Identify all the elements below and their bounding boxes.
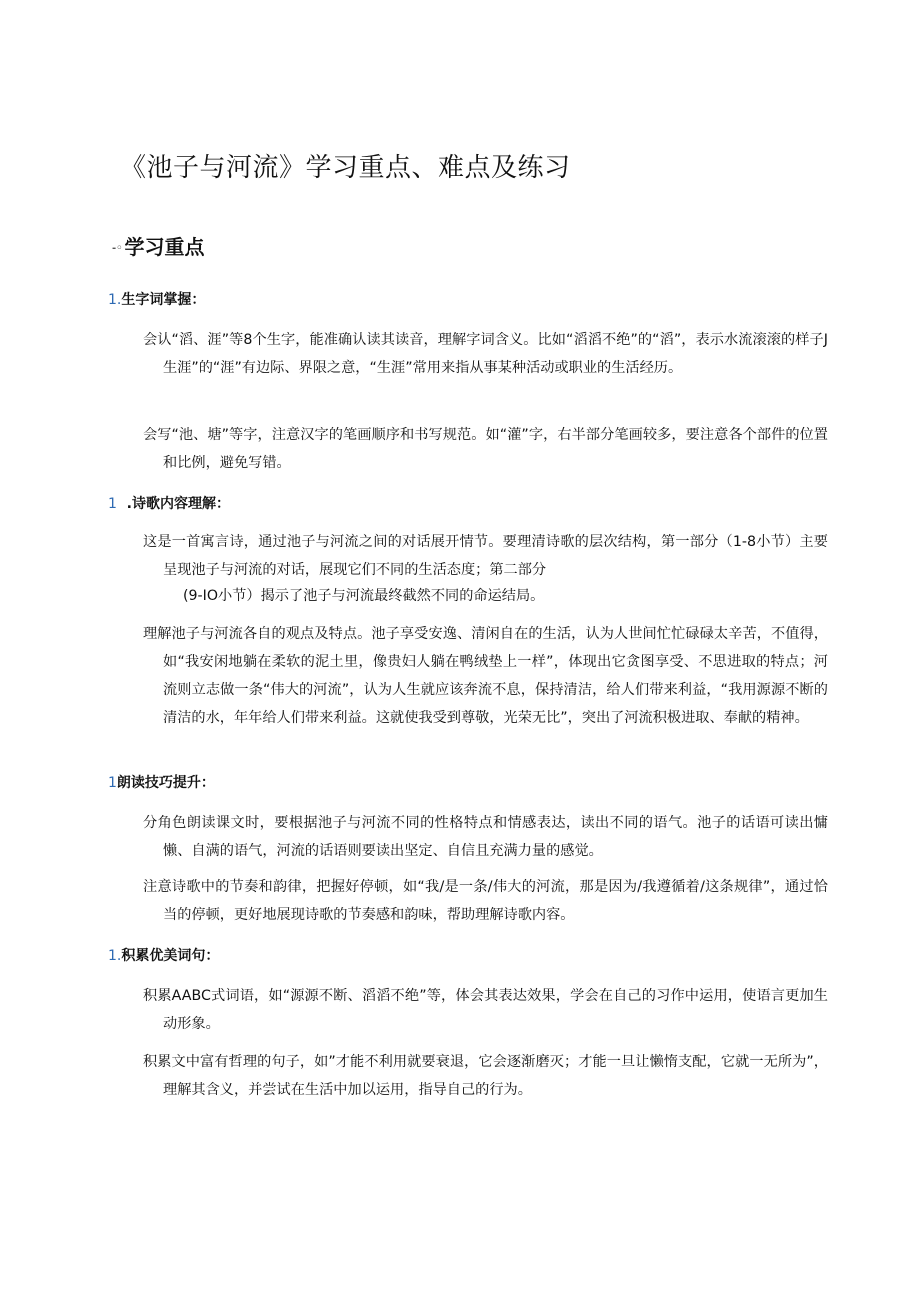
item-label: 朗读技巧提升： bbox=[116, 775, 215, 791]
item-heading-reading-skills bbox=[108, 773, 215, 793]
item-label: 生字词掌握： bbox=[121, 292, 206, 308]
item-number: 1. bbox=[108, 948, 122, 964]
item-heading-poem-understanding bbox=[108, 494, 230, 514]
section-marker: -◦ bbox=[112, 242, 123, 254]
paragraph: 会认“滔、涯”等8个生字，能准确认读其读音，理解字词含义。比如“滔滔不绝”的“滔”，表示水流滚滚的样子J生涯”的“涯”有边际、界限之意，“生涯”常用来指从事某种活动或职业的生活经历。 bbox=[143, 332, 828, 376]
item-heading-vocabulary bbox=[108, 290, 205, 310]
item-label: .诗歌内容理解： bbox=[126, 496, 230, 512]
paragraph: 分角色朗读课文时，要根据池子与河流不同的性格特点和情感表达，读出不同的语气。池子的话语可读出慵懒、自满的语气，河流的话语则要读出坚定、自信且充满力量的感觉。 bbox=[143, 815, 828, 859]
paragraph: 理解池子与河流各自的观点及特点。池子享受安逸、清闲自在的生活，认为人世间忙忙碌碌太辛苦，不值得，如“我安闲地躺在柔软的泥土里，像贵妇人躺在鸭绒垫上一样”，体现出它贪图享受、不思进取的特点；河流则立志做一条“伟大的河流”，认为人生就应该奔流不息，保持清洁，给人们带来利益，“我用源源不断的清洁的水，年年给人们带来利益。这就使我受到尊敬，光荣无比”，突出了河流积极进取、奉献的精神。 bbox=[143, 626, 828, 726]
paragraph: 积累AABC式词语，如“源源不断、滔滔不绝”等，体会其表达效果，学会在自己的习作中运用，使语言更加生动形象。 bbox=[143, 988, 828, 1032]
paragraph: 注意诗歌中的节奏和韵律，把握好停顿，如“我/是一条/伟大的河流，那是因为/我遵循着/这条规律”，通过恰当的停顿，更好地展现诗歌的节奏感和韵味，帮助理解诗歌内容。 bbox=[143, 879, 828, 923]
section-heading bbox=[112, 232, 205, 264]
paragraph: 积累文中富有哲理的句子，如”才能不利用就要衰退，它会逐渐磨灭；才能一旦让懒惰支配，它就一无所为”，理解其含义，并尝试在生活中加以运用，指导自己的行为。 bbox=[143, 1054, 828, 1098]
paragraph: 这是一首寓言诗，通过池子与河流之间的对话展开情节。要理清诗歌的层次结构，第一部分（1-8小节）主要呈现池子与河流的对话，展现它们不同的生活态度；第二部分 bbox=[143, 534, 828, 578]
item-heading-phrases bbox=[108, 946, 219, 966]
item-number: 1 bbox=[108, 496, 117, 512]
item-number: 1 bbox=[108, 775, 117, 791]
paragraph: (9-IO小节）揭示了池子与河流最终截然不同的命运结局。 bbox=[183, 588, 545, 604]
page-title: 《池子与河流》学习重点、难点及练习 bbox=[120, 153, 571, 183]
item-label: 积累优美词句： bbox=[121, 948, 220, 964]
paragraph: 会写“池、塘”等字，注意汉字的笔画顺序和书写规范。如“灌”字，右半部分笔画较多，要注意各个部件的位置和比例，避免写错。 bbox=[143, 427, 828, 471]
item-number: 1. bbox=[108, 292, 122, 308]
section-heading-text: 学习重点 bbox=[124, 235, 205, 259]
